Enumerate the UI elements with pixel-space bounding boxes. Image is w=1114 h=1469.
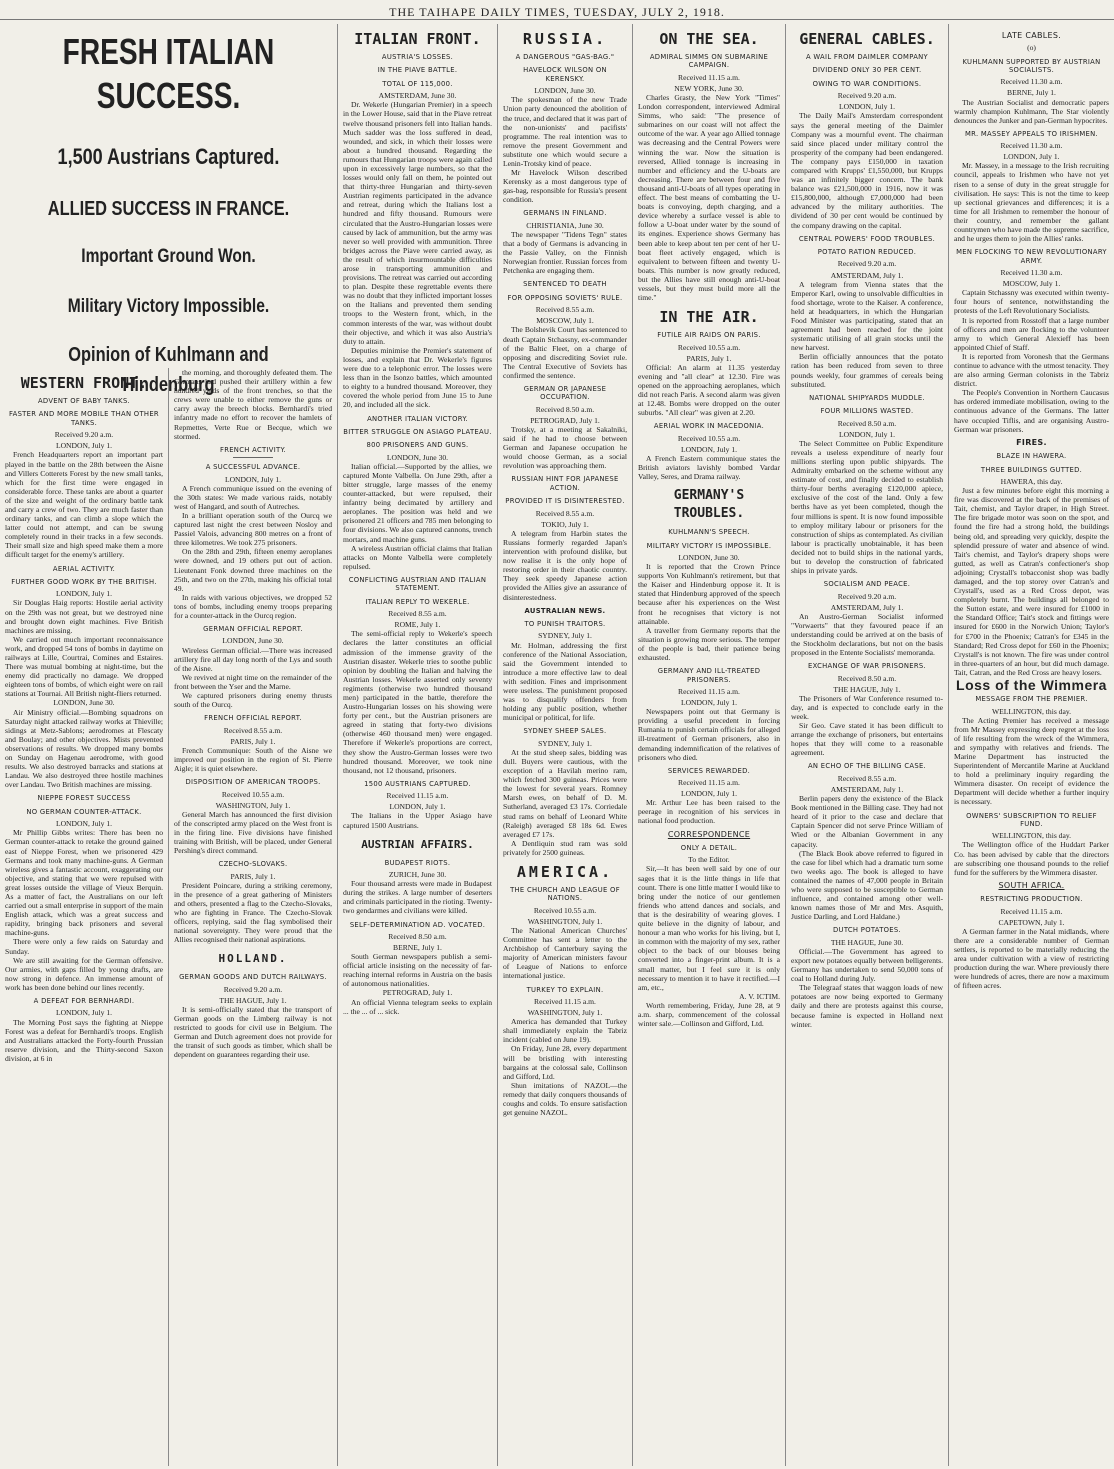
- advertisement: Worth remembering, Friday, June 28, at 9 a.m. sharp, commencement of the colossal winter sale.—Collinson and Gifford, Ltd.: [638, 1000, 780, 1029]
- subheading: FOUR MILLIONS WASTED.: [820, 407, 914, 416]
- dateline: LONDON, July 1.: [680, 444, 738, 454]
- article-paragraph: South German newspapers publish a semi-official article insisting on the necessity of far-reaching internal reforms in Austria on the basis of autonomous nationalities.: [343, 952, 492, 989]
- subheading: FRENCH ACTIVITY.: [219, 445, 286, 454]
- subheading: GERMAN GOODS AND DUTCH RAILWAYS.: [179, 973, 327, 982]
- dateline: CHRISTIANIA, June 30.: [526, 220, 604, 230]
- article-paragraph: A German farmer in the Natal midlands, where there are a considerable number of German settlers, is reported to be materially reducing the area under cultivation with a view of restricting production during the war. Where previously there were hundreds of acres, there are now a maximum of fifteen acres.: [954, 926, 1109, 991]
- dateline: LONDON, July 1.: [55, 441, 113, 451]
- subheading: HAVELOCK WILSON ON KERENSKY.: [523, 66, 607, 83]
- received-time: Received 9.20 a.m.: [54, 430, 114, 440]
- subheading: THREE BUILDINGS GUTTED.: [980, 465, 1083, 474]
- subheading: SELF-DETERMINATION AD. VOCATED.: [349, 920, 486, 929]
- subheading: A SUCCESSFUL ADVANCE.: [205, 463, 301, 472]
- article-paragraph: Captain Stchassny was executed within twenty-four hours of sentence, notwithstanding the protests of the Left Revolutionary Socialists.: [954, 288, 1109, 316]
- subheading: MEN FLOCKING TO NEW REVOLUTIONARY ARMY.: [956, 248, 1107, 265]
- article-paragraph: French Headquarters report an important part played in the battle on the 28th between the Aisne and Villers Cotterets Forest by the new small tanks, which for the first time were engaged in considerable force. These tanks are about a quarter of the size and weight of the ordinary battle tank and carry a crew of two. They are much faster than ordinary tanks, and can climb a slope which the latter could not attempt, and can be swung completely round in their tracks in a few seconds. Their small size and high speed make them a more difficult target for the enemy's artillery.: [5, 450, 163, 560]
- article-paragraph: Just a few minutes before eight this morning a fire was discovered at the back of the premises of Tait, chemist, and Taylor draper, in High Street. The fire brigade motor was soon on the spot, and found the fire had a strong hold, the buildings being old, and spreading very quickly, despite the splendid pressure of water and absence of wind. Tait's chemist, and Taylor's drapery shops were gutted, as well as Catran's confectioner's shop adjoining; Crystall's tobacconist shop was badly damaged, and the top storey over Catran's and Crystall's, used as a Red Cross depot, was completely burnt. The buildings all belonged to the Sutton estate, and were insured for £1000 in the Standard Office; Tait's stock and fittings were insured for £600 in the Norwich Union; Taylor's for £700 in the Phoenix; Catran's for £345 in the Standard; Red Cross depot for £60 in the Phoenix; Crystall's is not known. The fire was under control in three-quarters of an hour, but did much damage. Tait, Catran, and the Red Cross are heavy losers.: [954, 486, 1109, 677]
- subheading: EXCHANGE OF WAR PRISONERS.: [808, 662, 926, 671]
- received-time: Received 9.20 a.m.: [837, 91, 897, 101]
- received-time: Received 11.15 a.m.: [678, 778, 740, 788]
- letter-signature: A. V. ICTIM.: [739, 991, 780, 1001]
- subheading: TURKEY TO EXPLAIN.: [526, 985, 604, 994]
- section-heading: HOLLAND.: [218, 952, 288, 966]
- dateline: HAWERA, this day.: [1000, 476, 1063, 486]
- dateline: THE HAGUE, June 30.: [830, 937, 904, 947]
- article-paragraph: A telegram from Harbin states the Russians formerly regarded Japan's intervention with profound dislike, but now realise it is the only hope of restoring order in their chaotic country. They seek speedy Japanese action provided the Allies give an assurance of disinterestedness.: [503, 528, 627, 602]
- letter-body: Sir,—It has been well said by one of our sages that it is the little things in life that count. There is one little matter I would like to bring under the notice of our gentlemen friends who attend dances and socials, and that is the desirability of wearing gloves. I quite believe in the dignity of labour, and honour a man who works for his living, but I, in common with the majority of my sex, rather object to the back of our blouses being converted into a finger-print album. It is a small matter, but I feel sure it is only necessary to mention it to have it rectified.—I am, etc.,: [638, 864, 780, 992]
- article-paragraph: Mr. Massey, in a message to the Irish recruiting council, appeals to Irishmen who have not yet risen to a sense of duty in the great struggle for civilisation. He says: This is not the time to keep up sectional grievances and differences; it is a time for all Irishmen to remember the honour of their country, and remember the gallant countrymen who have made the supreme sacrifice, and he urges them to join the Allies' ranks.: [954, 161, 1109, 244]
- article-paragraph: Trotsky, at a meeting at Sakalniki, said if he had to choose between German and Japanese occupation he would choose German, as a social revolution was approaching them.: [503, 424, 627, 471]
- article-paragraph: In raids with various objectives, we dropped 52 tons of bombs, including enemy troops preparing for a counter-attack in the Ourcq region.: [174, 592, 332, 620]
- article-paragraph: At the stud sheep sales, bidding was dull. Buyers were cautious, with the exception of a Havilah merino ram, which fetched 300 guineas. Prices were the lowest for several years. Romney Marsh ewes, on behalf of D. M. Sutherland, averaged £3 17s. Corriedale stud rams on behalf of Leonard White (Raleigh) averaged £8 18s 6d. Ewes averaged £7 17s.: [503, 747, 627, 839]
- subheading: FURTHER GOOD WORK BY THE BRITISH.: [11, 577, 157, 586]
- article-paragraph: The Wellington office of the Huddart Parker Co. has been advised by cable that the directors are subscribing one thousand pounds to the relief fund for the sufferers by the Wimmera disaster.: [954, 840, 1109, 877]
- dateline: PETROGRAD, July 1.: [530, 415, 600, 425]
- section-heading: AUSTRIAN AFFAIRS.: [361, 837, 474, 851]
- dateline: LONDON, July 1.: [55, 819, 113, 829]
- subheading: FRENCH OFFICIAL REPORT.: [204, 714, 302, 723]
- dateline: ROME, July 1.: [394, 620, 441, 630]
- received-time: Received 10.55 a.m.: [533, 905, 597, 915]
- dateline: WASHINGTON, July 1.: [215, 800, 291, 810]
- subheading: LATE CABLES.: [1001, 31, 1062, 40]
- article-paragraph: Mr. Arthur Lee has been raised to the peerage in recognition of his services in national food production.: [638, 798, 780, 826]
- ornament: (o): [1027, 43, 1036, 53]
- subheading: MR. MASSEY APPEALS TO IRISHMEN.: [965, 129, 1098, 138]
- dateline: TOKIO, July 1.: [541, 519, 589, 529]
- dateline: LONDON, June 30.: [386, 452, 449, 462]
- article-paragraph: We revived at night time on the remainder of the front between the Yser and the Marne.: [174, 672, 332, 691]
- subheading: MILITARY VICTORY IS IMPOSSIBLE.: [646, 541, 772, 550]
- article-paragraph: We captured prisoners during enemy thrusts south of the Ourcq.: [174, 691, 332, 710]
- dateline: LONDON, July 1.: [1003, 152, 1060, 162]
- subheading: A WAIL FROM DAIMLER COMPANY: [806, 53, 928, 61]
- section-heading: GENERAL CABLES.: [799, 30, 935, 48]
- article-paragraph: Italian official.—Supported by the allies, we captured Monte Valbella. On June 29th, after a bitter struggle, large masses of the enemy counter-attacked, but were repulsed, their infantry being decimated by artillery and aeroplanes. The position was held and we prisonered 21 officers and 785 men belonging to four divisions. We also captured cannons, trench mortars, and machine guns.: [343, 461, 492, 544]
- subheading: SENTENCED TO DEATH: [523, 280, 607, 289]
- dateline: LONDON, June 30.: [678, 553, 740, 562]
- dateline: SYDNEY, July 1.: [538, 738, 592, 748]
- dateline: PARIS, July 1.: [230, 871, 276, 881]
- subheading: CZECHO-SLOVAKS.: [218, 860, 288, 869]
- article-paragraph: Wireless German official.—There was increased artillery fire all day long north of the Lys and south of the Aisne.: [174, 645, 332, 673]
- headline-victory-impossible: Military Victory Impossible.: [67, 296, 270, 317]
- dateline: LONDON, June 30.: [222, 636, 284, 646]
- section-heading: ON THE SEA.: [659, 30, 759, 48]
- dateline: SYDNEY, July 1.: [538, 631, 592, 641]
- dateline: PARIS, July 1.: [686, 353, 732, 363]
- article-paragraph: It is reported that the Crown Prince supports Von Kuhlmann's retirement, but that the Kaiser and Hindenburg oppose it. It is stated that Hindenburg approved of the speech because after his experiences on the West front he recognises that victory is not attainable.: [638, 562, 780, 626]
- received-time: Received 11.30 a.m.: [1000, 141, 1063, 151]
- received-time: Received 11.30 a.m.: [1000, 77, 1063, 87]
- article-paragraph: the morning, and thoroughly defeated them. The Germans had pushed their artillery within a few hundred yards of the front trenches, so that the crews were unable to either remove the guns or carry away the breech blocks. Bernhardi's tried infantry made no effort to recover the hamlets of Repmettes, Verte Rue or Becque, which we stormed.: [174, 368, 332, 441]
- subheading: ITALIAN REPLY TO WEKERLE.: [365, 597, 470, 606]
- subheading: BLAZE IN HAWERA.: [996, 452, 1067, 461]
- subheading: IN THE PIAVE BATTLE.: [377, 66, 458, 75]
- dateline: LONDON, July 1.: [838, 429, 896, 439]
- article-paragraph: (The Black Book above referred to figured in the case for libel which had a dramatic turn some two weeks ago. The book is alleged to have contained the names of 47,000 people in Britain who were supposed to be susceptible to German influence, and contained among other well-known names those of Mr and Mrs. Asquith, Justice Darling, and Lord Haldane.): [791, 848, 943, 922]
- subheading: GERMANS IN FINLAND.: [523, 209, 607, 218]
- article-paragraph: Newspapers point out that Germany is providing a useful precedent in forcing Rumania to punish certain officials for alleged ill-treatment of German prisoners, also in demanding indemnification of the relatives of prisoners who died.: [638, 707, 780, 762]
- subheading: A DEFEAT FOR BERNHARDI.: [33, 997, 135, 1005]
- subheading: RUSSIAN HINT FOR JAPANESE ACTION.: [511, 475, 619, 492]
- dateline: AMSTERDAM, June 30.: [378, 91, 457, 101]
- article-paragraph: Mr Phillip Gibbs writes: There has been no German counter-attack to retake the ground gained east of Nieppe Forest, when we prisonered 429 Germans and took many machine-guns. A German wireless gives a fantastic account, exaggerating our objective, and stating that we were repulsed with great losses outside the village of Vieux Berquin. As a matter of fact, the Australians on our left carried out a small enterprise in support of the main English attack, which was a great success and rapidity, bringing back prisoners and several machine-guns.: [5, 828, 163, 938]
- article-paragraph: Deputies minimise the Premier's statement of losses, and explain that Dr. Wekerle's figures were due to a telephonic error. The losses were less than in the Isonzo battles, which amounted to eighty to a hundred thousand. Moreover, they covered the whole period from June 15 to June 20, and included all the sick.: [343, 345, 492, 410]
- received-time: Received 9.20 a.m.: [223, 984, 283, 994]
- subheading: DUTCH POTATOES.: [833, 926, 901, 935]
- subheading: BUDAPEST RIOTS.: [384, 858, 451, 867]
- article-paragraph: A traveller from Germany reports that the situation is growing more serious. The temper of the people is bad, their patience being exhausted.: [638, 625, 780, 663]
- article-paragraph: It is reported from Rosstoff that a large number of officers and men are flocking to the volunteer army to which General Alexieff has been appointed Chief of Staff.: [954, 315, 1109, 352]
- subheading: TO PUNISH TRAITORS.: [524, 620, 606, 628]
- subheading: NO GERMAN COUNTER-ATTACK.: [26, 807, 142, 816]
- received-time: Received 8.55 a.m.: [223, 725, 283, 735]
- column-1: [0, 368, 168, 1466]
- article-paragraph: Official.—The Government has agreed to export new potatoes equally between belligerents. Germany has undertaken to send 50,000 tons of coal to Holland during July.: [791, 946, 943, 984]
- received-time: Received 11.15 a.m.: [678, 72, 740, 82]
- subheading: FIRES.: [1016, 437, 1047, 447]
- article-paragraph: Berlin papers deny the existence of the Black Book mentioned in the Billing case. They had not heard of it prior to the case and declare that Captain Spencer did not serve Prince William of Wied or the Albanian Government in any capacity.: [791, 794, 943, 849]
- dateline: LONDON, July 1.: [838, 102, 896, 112]
- article-paragraph: An official Vienna telegram seeks to explain ... the ... of ... sick.: [343, 997, 492, 1016]
- subheading: SOUTH AFRICA.: [998, 880, 1065, 890]
- received-time: Received 8.50 a.m.: [388, 931, 447, 941]
- article-paragraph: Dr. Wekerle (Hungarian Premier) in a speech in the Lower House, said that in the Piave retreat twelve thousand prisoners fell into Italian hands. Much sadder was the loss suffered in dead, wounded, and sick, in which their losses were about a hundred thousand. Regarding the rumours that Hungarian troops were again called upon in excessively large numbers, so that the losses would only fall on them, he pointed out that thirty-three Hungarian and thirty-seven Austrian regiments participated in the advance and retreat, during which the Italians lost a hundred and fifty thousand. Rumours were circulated that the Austro-Hungarian losses were caused by lack of ammunition, but the army was never so well provided with ammunition. Three bridges across the Piave were carried away, as the result of which insurmountable difficulties arose in transporting ammunition and provisions. The retreat was carried out according to plan. Despite these regrettable events there was no doubt that they inflicted important losses on the Italians and prevented them sending troops to the Western front, which, in the common interests of the war, was without doubt their objective, and which it was also Austria's duty to attain.: [343, 100, 492, 346]
- dateline: WASHINGTON, July 1.: [527, 1008, 603, 1018]
- subheading: AERIAL ACTIVITY.: [52, 564, 116, 573]
- subheading: DIVIDEND ONLY 30 PER CENT.: [812, 66, 922, 75]
- article-paragraph: General March has announced the first division of the conscripted army placed on the West front is in the firing line. Five divisions have finished training with British, will be placed, under General Pershing's direct command.: [174, 809, 332, 856]
- article-paragraph: The spokesman of the new Trade Union party denounced the abolition of the truce, and declared that it was part of the non-unionists' and pacifists' programme. The real intention was to remove the present Government and substitute one which would secure a Lenin-Trotsky kind of peace.: [503, 95, 627, 168]
- received-time: Received 8.50 a.m.: [837, 673, 897, 683]
- received-time: Received 11.15 a.m.: [386, 791, 449, 801]
- subheading: 1500 AUSTRIANS CAPTURED.: [364, 779, 471, 788]
- dateline: LONDON, June 30.: [53, 698, 115, 708]
- received-time: Received 8.55 a.m.: [837, 773, 897, 783]
- dateline: AMSTERDAM, July 1.: [830, 270, 904, 280]
- masthead: THE TAIHAPE DAILY TIMES, TUESDAY, JULY 2, 1918.: [0, 0, 1114, 20]
- column-3: [337, 24, 497, 1466]
- dateline: ZURICH, June 30.: [388, 870, 447, 880]
- dateline: LONDON, July 1.: [389, 802, 446, 812]
- article-paragraph: Berlin officially announces that the potato ration has been reduced from seven to three pounds weekly, four grammes of cereals being substituted.: [791, 352, 943, 389]
- dateline: BERNE, July 1.: [1007, 88, 1056, 98]
- article-paragraph: A French communique issued on the evening of the 30th states: We made various raids, notably west of Hangard, and south of Autreches.: [174, 483, 332, 511]
- article-paragraph: The National American Churches' Committee has sent a letter to the Archbishop of Canterbury saying the majority of American ministers favour of League of Nations to enforce international justice.: [503, 925, 627, 981]
- dateline: THE HAGUE, July 1.: [833, 684, 901, 694]
- column-4: [497, 24, 632, 1466]
- subheading: FASTER AND MORE MOBILE THAN OTHER TANKS.: [9, 410, 159, 427]
- subheading: GERMAN OR JAPANESE OCCUPATION.: [523, 384, 607, 402]
- subheading: AUSTRIA'S LOSSES.: [381, 53, 454, 61]
- article-paragraph: The Bolshevik Court has sentenced to death Captain Stchassny, ex-commander of the Baltic Fleet, on a charge of opposing and discrediting Soviet rule. The Central Executive of Soviets has confirmed the sentence.: [503, 325, 627, 380]
- dateline: WASHINGTON, July 1.: [527, 916, 603, 926]
- dateline: LONDON, July 1.: [55, 589, 113, 599]
- article-paragraph: America has demanded that Turkey shall immediately explain the Tabriz incident (cabled on June 19).: [503, 1017, 627, 1045]
- subheading: ANOTHER ITALIAN VICTORY.: [367, 414, 468, 423]
- subheading: THE CHURCH AND LEAGUE OF NATIONS.: [510, 885, 620, 903]
- article-paragraph: A French Eastern communique states the British aviators lavishly bombed Vardar Valley, Seres, and Drama railway.: [638, 453, 780, 482]
- dateline: PETROGRAD, July 1.: [382, 988, 453, 998]
- section-heading: IN THE AIR.: [659, 308, 759, 327]
- subheading: AERIAL WORK IN MACEDONIA.: [653, 422, 765, 431]
- subheading: FOR OPPOSING SOVIETS' RULE.: [507, 293, 623, 302]
- subheading: POTATO RATION REDUCED.: [817, 248, 917, 257]
- headline-austrians-captured: 1,500 Austrians Captured.: [57, 144, 280, 169]
- dateline: MOSCOW, July 1.: [1002, 279, 1061, 289]
- received-time: Received 11.15 a.m.: [678, 686, 740, 696]
- article-paragraph: An Austro-German Socialist informed "Vorwaerts" that they favoured peace if an understanding could be arrived at on the basis of the Stockholm declarations, but not on the basis proposed in the Entente Socialists' memoranda.: [791, 611, 943, 658]
- article-paragraph: The Acting Premier has received a message from Mr Massey expressing deep regret at the loss of life resulting from the wreck of the Wimmera, and sympathy with relatives and friends. The Marine Department has instructed the Superintendent of Mercantile Marine at Auckland to hold a preliminary inquiry regarding the Wimmera disaster. On receipt of evidence the Department will decide whether a further inquiry is necessary.: [954, 715, 1109, 807]
- subheading: CONFLICTING AUSTRIAN AND ITALIAN STATEMENT.: [348, 575, 487, 593]
- subheading: AUSTRALIAN NEWS.: [524, 606, 606, 615]
- subheading: CORRESPONDENCE: [667, 829, 751, 839]
- article-paragraph: We carried out much important reconnaissance work, and dropped 54 tons of bombs in daytime on railways at Lille, Courtrai, Comines and Estaires. There was mutual bombing at night-time, but the enemy did practically no damage. We dropped eighteen tons of bombs, of which eight were on rail stations at Tournai. All British night-fliers returned.: [5, 634, 163, 699]
- subheading: SERVICES REWARDED.: [667, 766, 751, 775]
- subheading: MESSAGE FROM THE PREMIER.: [975, 695, 1088, 704]
- article-paragraph: The Morning Post says the fighting at Nieppe Forest was a defeat for Bernhardi's troops. English and Australians attacked the Forty-fourth Prussian reserve division, and the Thirty-second Saxon division, at 6 in: [5, 1017, 163, 1063]
- received-time: Received 10.55 a.m.: [677, 342, 741, 352]
- article-paragraph: The Daily Mail's Amsterdam correspondent says the general meeting of the Daimler Company was a mournful event. The chairman said since placed under military control the prosperity of the company had been endangered. The company pays £150,000 in taxation compared with Krupps' £1,550,000, but Krupps was an infinitely bigger concern. The bank balance was £21,500,000 in 1916, now it was £15,800,000, although £7,000,000 had been advanced by the military authorities. The dividend of 30 per cent would be continued by the company drawing on the capital.: [791, 111, 943, 230]
- received-time: Received 11.30 a.m.: [1000, 268, 1063, 278]
- subheading: SOCIALISM AND PEACE.: [823, 580, 911, 589]
- subheading: GERMANY AND ILL-TREATED PRISONERS.: [657, 667, 761, 684]
- subheading: KUHLMANN SUPPORTED BY AUSTRIAN SOCIALISTS.: [962, 57, 1101, 74]
- dateline: AMSTERDAM, July 1.: [830, 784, 904, 794]
- received-time: Received 9.20 a.m.: [837, 259, 897, 269]
- article-paragraph: Sir Douglas Haig reports: Hostile aerial activity on the 29th was not great, but we destroyed nine and brought down eight machines. Five British machines are missing.: [5, 598, 163, 635]
- subheading: GERMAN OFFICIAL REPORT.: [203, 625, 303, 634]
- article-paragraph: President Poincare, during a striking ceremony, in the presence of a great gathering of Ministers and others, presented a flag to the Czecho-Slovaks, who are fighting in France. The Czecho-Slovak officers, replying, said the flag symbolised their national sovereignty. They were proud that the Allies recognised their national aspirations.: [174, 880, 332, 945]
- article-paragraph: French Communique: South of the Aisne we improved our position in the region of St. Pierre Aigle; it is quiet elsewhere.: [174, 745, 332, 773]
- subheading: A DANGEROUS "GAS-BAG.": [515, 53, 615, 61]
- subheading: AN ECHO OF THE BILLING CASE.: [807, 762, 927, 771]
- subheading: 800 PRISONERS AND GUNS.: [366, 441, 469, 450]
- received-time: Received 10.55 a.m.: [221, 789, 285, 799]
- advertisement: On Friday, June 28, every department will be bristling with interesting bargains at the colossal sale, Collinson and Gifford, Ltd.: [503, 1044, 627, 1081]
- section-heading: Loss of the Wimmera: [956, 677, 1107, 693]
- article-paragraph: In a brilliant operation south of the Ourcq we captured last night the crest between Nosloy and Passiel Valois, advancing 800 metres on a front of three kilometres. We took 275 prisoners.: [174, 510, 332, 548]
- subheading: RESTRICTING PRODUCTION.: [980, 895, 1083, 904]
- subheading: CENTRAL POWERS' FOOD TROUBLES.: [798, 234, 936, 243]
- dateline: THE HAGUE, July 1.: [219, 995, 287, 1005]
- subheading: TOTAL OF 115,000.: [382, 79, 453, 88]
- dateline: PARIS, July 1.: [230, 736, 276, 746]
- section-heading: RUSSIA.: [522, 30, 608, 48]
- dateline: LONDON, June 30.: [534, 86, 596, 96]
- received-time: Received 10.55 a.m.: [677, 433, 741, 443]
- column-2: [168, 368, 337, 1466]
- received-time: Received 8.55 a.m.: [535, 305, 595, 315]
- dateline: LONDON, July 1.: [55, 1008, 113, 1018]
- subheading: KUHLMANN'S SPEECH.: [668, 528, 750, 537]
- received-time: Received 8.50 a.m.: [837, 418, 897, 428]
- headline-kuhlmann-hindenburg: Opinion of Kuhlmann and Hindenburg: [68, 344, 269, 396]
- article-paragraph: Mr Havelock Wilson described Kerensky as a most dangerous type of gas-bag, responsible for Russia's present condition.: [503, 168, 627, 205]
- article-paragraph: Charles Grasty, the New York "Times" London correspondent, interviewed Admiral Simms, who said: "The presence of submarines on our coast will not affect the outcome of the war. A year ago Allied tonnage was decreasing and the Central Powers were winning the war. Now the situation is reversed, Allied tonnage is increasing in number and efficiency and the U-boats are decreasing. There are between four and five thousand anti-U-boats of all types operating in effect. The best means of combatting the U-boats is convoying, depth charging, and a device whereby a surface vessel is able to follow a U-boat under water by the sound of its engines. Experience shows Germany has been able to keep about ten per cent of her U-boat fleet actively engaged, which is equivalent to between fifteen and twenty U-boats. This number is now greatly reduced, but the Allies have still enough anti-U-boat vessels, but they must build more all the time.": [638, 93, 780, 303]
- headline-ground-won: Important Ground Won.: [81, 246, 256, 267]
- article-paragraph: A wireless Austrian official claims that Italian attacks on Monte Valbella were completely repulsed.: [343, 543, 492, 571]
- subheading: ADVENT OF BABY TANKS.: [37, 397, 131, 405]
- subheading: NATIONAL SHIPYARDS MUDDLE.: [809, 393, 925, 402]
- section-heading: GERMANY'S TROUBLES.: [673, 488, 745, 522]
- headline-allied-success: ALLIED SUCCESS IN FRANCE.: [47, 198, 290, 220]
- column-6: [785, 24, 948, 1466]
- advertisement: Shun imitations of NAZOL—the remedy that daily conquers thousands of coughs and colds. To ensure satisfaction get genuine NAZOL.: [503, 1080, 627, 1118]
- article-paragraph: We are still awaiting for the German offensive. Our armies, with gaps filled by young drafts, are now strong in defence. An immense amount of work has been done behind our lines recently.: [5, 955, 163, 992]
- subheading: OWNERS' SUBSCRIPTION TO RELIEF FUND.: [966, 811, 1097, 828]
- letter-salutation: To the Editor.: [688, 855, 730, 865]
- article-paragraph: The Select Committee on Public Expenditure reveals a useless expenditure of nearly four millions sterling upon public shipyards. The Admiralty embarked on the scheme without any estimate of cost, and finally decided to establish thirty-four berths averaging £120,000 apiece, exclusive of the cost of the land. Only a few berths have as yet been completed, though the four millions is spent. It is now found impossible to employ military labour or prisoners for the construction of ships as contemplated. As civilian labour is practically unobtainable, it has been decided not to build ships in the national yards, but to develop the construction of fabricated ships in private yards.: [791, 438, 943, 576]
- dateline: WELLINGTON, this day.: [991, 706, 1072, 716]
- subheading: PROVIDED IT IS DISINTERESTED.: [505, 497, 625, 506]
- article-paragraph: It is semi-officially stated that the transport of German goods on the Limberg railway is not restricted to goods for civil use in Belgium. The German and Dutch agreement does not provide for the transit of such goods as timber, which shall be dependent on guarantees regarding their use.: [174, 1004, 332, 1060]
- subheading: BITTER STRUGGLE ON ASIAGO PLATEAU.: [343, 427, 492, 436]
- divider: [233, 457, 273, 458]
- article-paragraph: On the 28th and 29th, fifteen enemy aeroplanes were downed, and 19 others put out of action. Lieutenant Fonk downed three machines on the 25th, and two on the 27th, making his official total 49.: [174, 547, 332, 593]
- subheading: DISPOSITION OF AMERICAN TROOPS.: [185, 778, 321, 787]
- received-time: Received 11.15 a.m.: [534, 996, 596, 1006]
- section-heading: ITALIAN FRONT.: [354, 30, 481, 48]
- dateline: CAPETOWN, July 1.: [998, 917, 1065, 927]
- column-5: [632, 24, 785, 1466]
- article-paragraph: Four thousand arrests were made in Budapest during the strikes. A large number of deserters and criminals participated in the rioting. Twenty-two gendarmes and civilians were killed.: [343, 879, 492, 916]
- article-paragraph: Sir Geo. Cave stated it has been difficult to arrange the exchange of prisoners, but entertains hopes that they will come to a reasonable agreement.: [791, 721, 943, 758]
- subheading: OWING TO WAR CONDITIONS.: [812, 79, 922, 88]
- dateline: AMSTERDAM, July 1.: [830, 602, 904, 612]
- subheading: SYDNEY SHEEP SALES.: [523, 727, 607, 736]
- received-time: Received 8.55 a.m.: [535, 508, 595, 518]
- received-time: Received 11.15 a.m.: [1000, 906, 1063, 916]
- received-time: Received 9.20 a.m.: [837, 591, 897, 601]
- dateline: NEW YORK, June 30.: [674, 83, 744, 93]
- dateline: LONDON, July 1.: [680, 789, 738, 799]
- article-paragraph: Air Ministry official.—Bombing squadrons on Saturday night attacked railway works at Thieville; sidings at Metz-Sablons; aerodromes at Flescaty and Boulay; and other objectives. Mists prevented observations of results. We dropped many bombs on Sunday on Hagenau aerodrome, with good results. We also destroyed barracks and stations at Landau. We also destroyed three hostile machines over Landau. Two British machines are missing.: [5, 707, 163, 790]
- article-paragraph: A Dentliquin stud ram was sold privately for 2500 guineas.: [503, 838, 627, 857]
- article-paragraph: Mr. Holman, addressing the first conference of the National Association, said the Government intended to introduce a more effective law to deal with sedition. Fines and imprisonment were useless. The punishment proposed was to disqualify offenders from holding any public position, whether municipal or political, for life.: [503, 640, 627, 723]
- headline-italian-success: FRESH ITALIAN SUCCESS.: [62, 31, 275, 116]
- article-paragraph: A telegram from Vienna states that the Emperor Karl, owing to unsolvable difficulties in food shortage, wrote to the Kaiser. A conference, held at headquarters, in which the Hungarian Food Minister was participating, stated that an agreement had been reached for the joint systematic utilising of all grain stocks until the new harvest.: [791, 279, 943, 353]
- dateline: WELLINGTON, this day.: [991, 831, 1072, 841]
- article-paragraph: The Telegraaf states that waggon loads of new potatoes are now being exported to Germany daily and there are protests against this course, because famine is expected in Holland next winter.: [791, 983, 943, 1029]
- subheading: ADMIRAL SIMMS ON SUBMARINE CAMPAIGN.: [649, 53, 769, 70]
- subheading: FUTILE AIR RAIDS ON PARIS.: [657, 331, 761, 340]
- article-paragraph: The newspaper "Tidens Tegn" states that a body of Germans is advancing in the Passie Valley, on the Finnish Norwegian frontier. Russian forces from Petchenka are engaging them.: [503, 229, 627, 276]
- article-paragraph: The Italians in the Upper Asiago have captured 1500 Austrians.: [343, 811, 492, 830]
- article-paragraph: The People's Convention in Northern Caucasus has ordered immediate mobilisation, owing to the continuous advance of the Germans. The latter have occupied Tiflis, and are organising Austro-German war prisoners.: [954, 388, 1109, 434]
- dateline: MOSCOW, July 1.: [536, 316, 594, 326]
- section-heading: WESTERN FRONT.: [20, 374, 148, 392]
- dateline: LONDON, July 1.: [680, 698, 738, 708]
- article-paragraph: The Prisoners of War Conference resumed to-day, and is expected to conclude early in the week.: [791, 693, 943, 721]
- column-7: [948, 24, 1114, 1466]
- article-paragraph: The semi-official reply to Wekerle's speech declares the latter constitutes an official admission of the immense gravity of the Austrian disaster. Wekerle tries to soothe public opinion by doubling the Italian and halving the Austrian losses. Wekerle asserted only seventy regiments (otherwise two hundred thousand men) participated in the battle, therefore the Austro-Hungarian losses on his showing were forty per cent., but the Austrian prisoners are agreed in stating that forty-two divisions (otherwise 460 thousand men) were engaged. Therefore if Wekerle's proportions are correct, they show the Austro-German losses were two hundred thousand. Moreover, we took nine thousand, not 12 thousand, prisoners.: [343, 629, 492, 775]
- subheading: ONLY A DETAIL.: [680, 843, 738, 852]
- dateline: BERNE, July 1.: [393, 943, 442, 952]
- received-time: Received 8.50 a.m.: [535, 404, 595, 414]
- article-paragraph: There were only a few raids on Saturday and Sunday.: [5, 937, 163, 956]
- section-heading: AMERICA.: [516, 862, 614, 881]
- dateline: LONDON, July 1.: [224, 474, 282, 484]
- subheading: NIEPPE FOREST SUCCESS: [37, 794, 131, 803]
- received-time: Received 8.55 a.m.: [388, 609, 447, 619]
- article-paragraph: The Austrian Socialist and democratic papers warmly champion Kuhlmann, The Star violently denounces the Junker and pan-German hypocrites.: [954, 97, 1109, 125]
- article-paragraph: Official: An alarm at 11.35 yesterday evening and "all clear" at 12.30. Fire was opened on the approaching aeroplanes, which did not reach Paris. A second alarm was given at 12.48. Bombs were dropped on the outer suburbs. "All clear" was given at 2.20.: [638, 362, 780, 418]
- article-paragraph: It is reported from Voronesh that the Germans continue to advance with the utmost tenacity. They are also arming German colonists in the Tabriz district.: [954, 351, 1109, 389]
